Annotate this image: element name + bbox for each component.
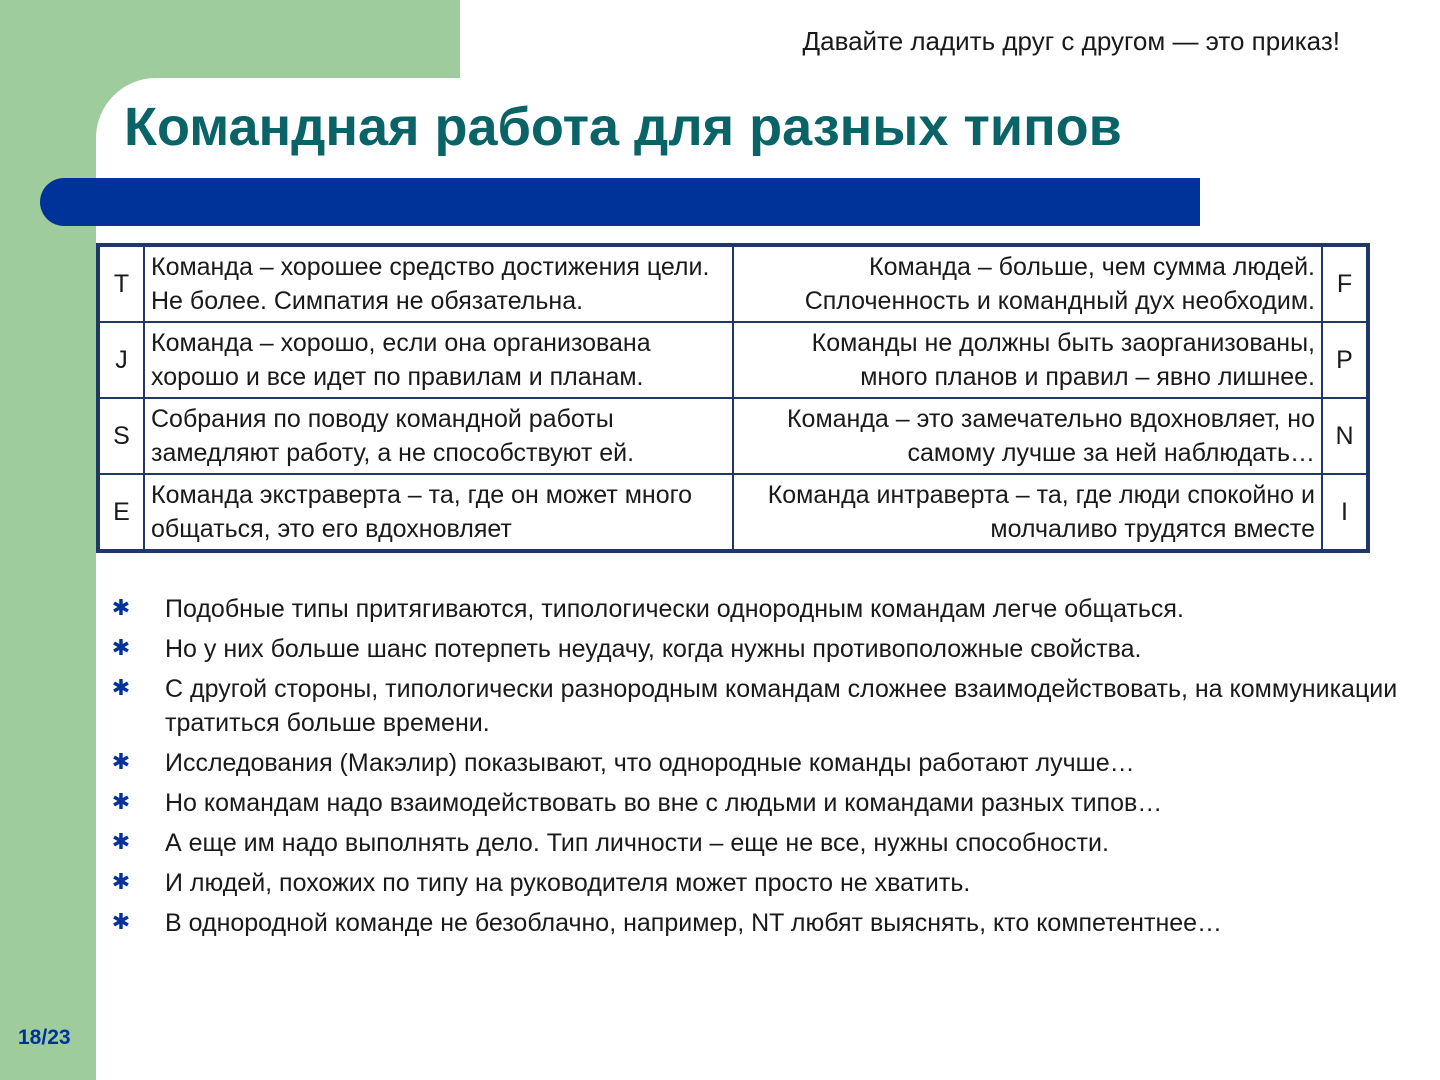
table-row [98,474,1368,551]
list-item [108,672,1408,740]
type-letter-left: T [98,245,144,322]
type-letter-right: I [1322,474,1368,551]
asterisk-bullet-icon: ✱ [111,596,131,621]
asterisk-bullet-icon: ✱ [111,750,131,775]
list-item [108,906,1408,940]
bullet-text: С другой стороны, типологически разнородным командам сложнее взаимодействовать, на коммуникации тратиться больше времени. [165,675,1398,737]
list-item [108,866,1408,900]
type-description-right: Команда – это замечательно вдохновляет, но самому лучше за ней наблюдать… [733,398,1322,474]
bullet-text: Исследования (Макэлир) показывают, что однородные команды работают лучше… [165,749,1135,777]
table-row [98,322,1368,398]
type-letter-right: N [1322,398,1368,474]
bullet-text: В однородной команде не безоблачно, например, NT любят выяснять, кто компетентнее… [165,909,1223,937]
type-letter-left: J [98,322,144,398]
asterisk-bullet-icon: ✱ [111,636,131,661]
type-letter-left: S [98,398,144,474]
type-description-right: Команды не должны быть заорганизованы, много планов и правил – явно лишнее. [733,322,1322,398]
list-item [108,592,1408,626]
asterisk-bullet-icon: ✱ [111,910,131,935]
bullet-list [108,592,1408,946]
asterisk-bullet-icon: ✱ [111,830,131,855]
slide-subtitle: Давайте ладить друг с другом — это приказ! [802,26,1340,56]
asterisk-bullet-icon: ✱ [111,870,131,895]
type-letter-right: P [1322,322,1368,398]
types-table [96,243,1370,553]
bullet-text: Но у них больше шанс потерпеть неудачу, когда нужны противоположные свойства. [165,635,1142,663]
bullet-text: И людей, похожих по типу на руководителя может просто не хватить. [165,869,971,897]
table-row [98,398,1368,474]
list-item [108,826,1408,860]
slide-title: Командная работа для разных типов [124,97,1122,157]
list-item [108,746,1408,780]
type-description-right: Команда – больше, чем сумма людей. Сплоченность и командный дух необходим. [733,245,1322,322]
type-description-left: Собрания по поводу командной работы замедляют работу, а не способствуют ей. [144,398,733,474]
page-number: 18/23 [18,1026,71,1049]
type-letter-left: E [98,474,144,551]
table-row [98,245,1368,322]
type-description-left: Команда – хорошо, если она организована хорошо и все идет по правилам и планам. [144,322,733,398]
type-description-left: Команда экстраверта – та, где он может много общаться, это его вдохновляет [144,474,733,551]
title-underline-bar [40,178,1200,226]
type-description-left: Команда – хорошее средство достижения цели. Не более. Симпатия не обязательна. [144,245,733,322]
bullet-text: А еще им надо выполнять дело. Тип личности – еще не все, нужны способности. [165,829,1109,857]
asterisk-bullet-icon: ✱ [111,676,131,701]
list-item [108,632,1408,666]
asterisk-bullet-icon: ✱ [111,790,131,815]
type-description-right: Команда интраверта – та, где люди спокойно и молчаливо трудятся вместе [733,474,1322,551]
type-letter-right: F [1322,245,1368,322]
list-item [108,786,1408,820]
green-left-band [0,0,96,1080]
bullet-text: Но командам надо взаимодействовать во вне с людьми и командами разных типов… [165,789,1163,817]
bullet-text: Подобные типы притягиваются, типологически однородным командам легче общаться. [165,595,1184,623]
